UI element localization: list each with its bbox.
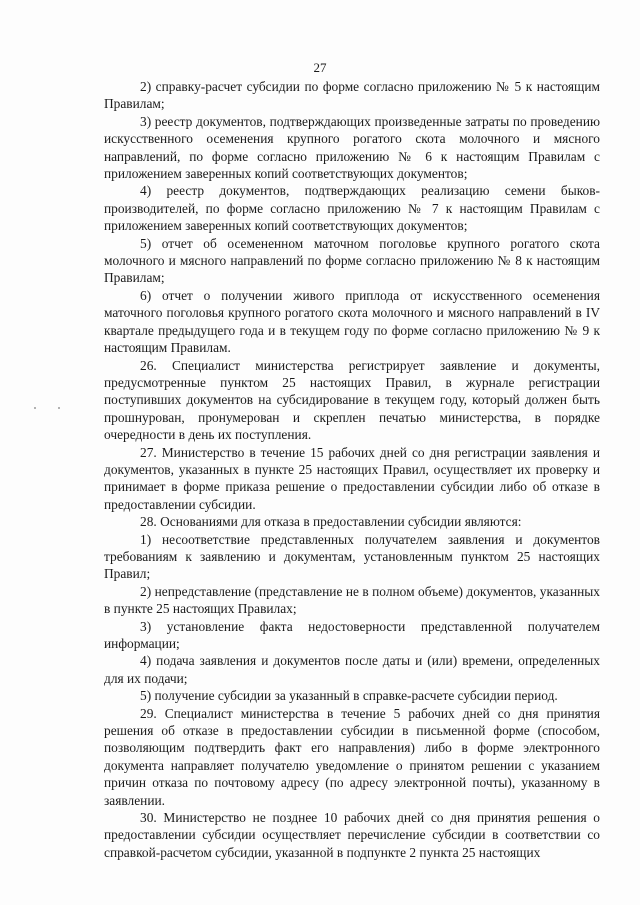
paragraph: 29. Специалист министерства в течение 5 рабочих дней со дня принятия решения об отказе в предоставлении субсидии в письменной форме (способом, позволяющим подтвердить факт его направления) либо в форме электронного документа направляет получателю уведомление о принятом решении с указанием причин отказа по почтовому адресу (по адресу электронной почты), указанному в заявлении. [104,705,600,808]
paragraph: 1) несоответствие представленных получателем заявления и документов требованиям к заявлению и документам, установленным пунктом 25 настоящих Правил; [104,531,600,582]
paragraph: 27. Министерство в течение 15 рабочих дней со дня регистрации заявления и документов, указанных в пункте 25 настоящих Правил, осуществляет их проверку и принимает в форме приказа решение о предоставлении субсидии либо об отказе в предоставлении субсидии. [104,444,600,512]
paragraph: 4) подача заявления и документов после даты и (или) времени, определенных для их подачи; [104,653,600,686]
paragraph: 2) непредставление (представление не в полном объеме) документов, указанных в пункте 25 настоящих Правилах; [104,583,600,617]
paragraph: 26. Специалист министерства регистрирует заявление и документы, предусмотренные пунктом 25 настоящих Правил, в журнале регистрации поступивших документов на субсидирование в текущем году, который должен быть прошнурован, пронумерован и скреплен печатью министерства, в порядке очередности в день их поступления. [104,357,600,443]
paragraph: 30. Министерство не позднее 10 рабочих дней со дня принятия решения о предоставлении субсидии осуществляет перечисление субсидии в соответствии со справкой-расчетом субсидии, указанной в подпункте 2 пункта 25 настоящих [104,810,600,860]
paragraph: 2) справку-расчет субсидии по форме согласно приложению № 5 к настоящим Правилам; [104,79,600,112]
paragraph: 5) получение субсидии за указанный в справке-расчете субсидии период. [140,688,558,704]
paragraph: 5) отчет об осемененном маточном поголовье крупного рогатого скота молочного и мясного направлений по форме согласно приложению № 8 к настоящим Правилам; [104,235,600,286]
scan-speck [58,407,60,409]
paragraph: 3) установление факта недостоверности представленной получателем информации; [104,618,600,651]
document-body [104,78,600,861]
paragraph: 6) отчет о получении живого приплода от искусственного осеменения маточного поголовья крупного рогатого скота молочного и мясного направлений в IV квартале предыдущего года и в текущем году по форме согласно приложению № 9 к настоящим Правилам. [104,287,600,356]
paragraph: 4) реестр документов, подтверждающих реализацию семени быков-производителей, по форме согласно приложению № 7 к настоящим Правилам с приложением заверенных копий соответствующих документов; [104,183,600,234]
page-number: 27 [313,60,327,75]
paragraph: 28. Основаниями для отказа в предоставлении субсидии являются: [140,514,522,530]
paragraph: 3) реестр документов, подтверждающих произведенные затраты по проведению искусственного осеменения крупного рогатого скота молочного и мясного направлений, по форме согласно приложению № 6 к настоящим Правилам с приложением заверенных копий соответствующих документов; [104,113,600,182]
scan-speck [34,407,36,409]
